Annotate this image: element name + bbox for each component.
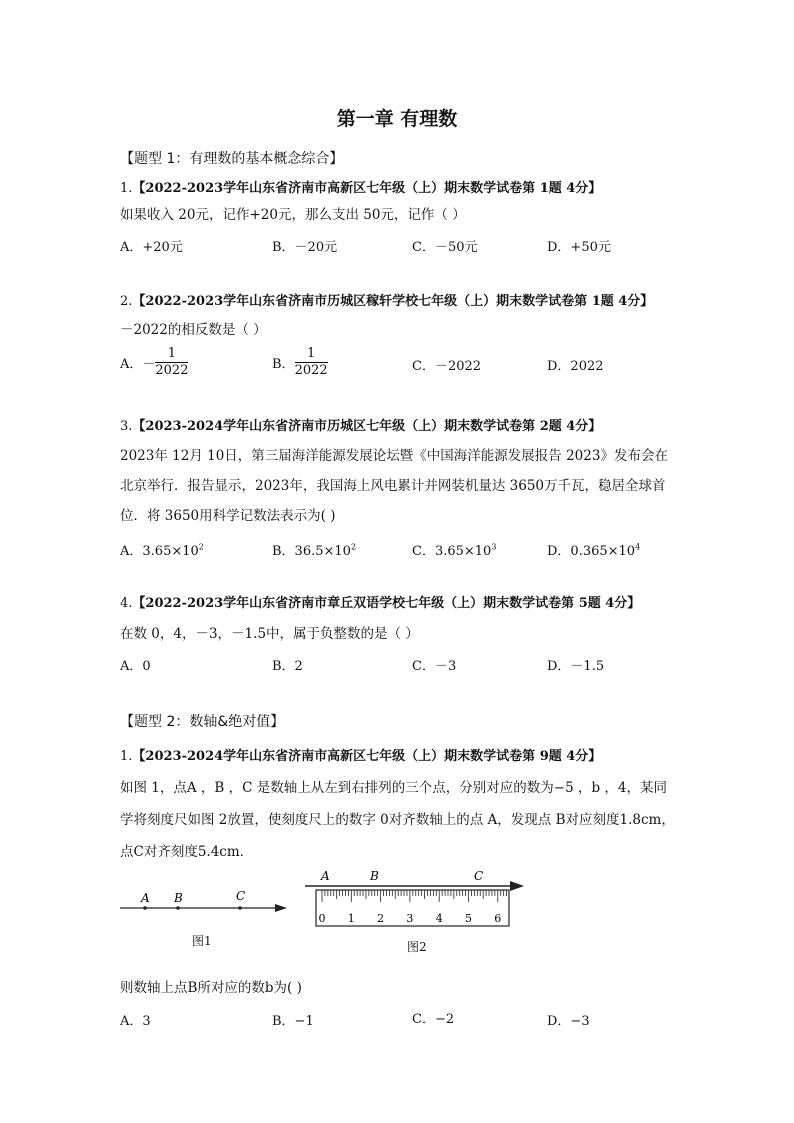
option-base: D．0.365×10: [547, 544, 636, 559]
question-source: [120, 745, 601, 764]
ruler-label-0: 0: [318, 912, 326, 925]
figure1-number-line: [115, 880, 295, 920]
option-c[interactable]: C．−2: [412, 1012, 455, 1027]
point-c-dot: [238, 906, 242, 910]
option-b[interactable]: [272, 540, 356, 559]
question-stem-line: 学将刻度尺如图 2放置，使刻度尺上的数字 0对齐数轴上的点 A，发现点 B对应刻度1.8cm，: [120, 812, 675, 828]
option-a[interactable]: A．3: [120, 1014, 151, 1029]
option-c[interactable]: C．－2022: [412, 359, 482, 374]
section-heading-1: 【题型 1：有理数的基本概念综合】: [120, 151, 344, 167]
question-source-text: 【2023-2024学年山东省济南市历城区七年级（上）期末数学试卷第 2题 4分】: [132, 419, 602, 434]
question-stem-line: 位．将 3650用科学记数法表示为( ): [120, 508, 336, 524]
question-ask: 则数轴上点B所对应的数b为( ): [120, 980, 302, 996]
question-stem-line: 点C对齐刻度5.4cm．: [120, 844, 254, 860]
option-b[interactable]: B．－20元: [272, 240, 338, 255]
axis-arrow: [275, 904, 287, 912]
question-number: 3.: [120, 419, 133, 434]
question-source-text: 【2023-2024学年山东省济南市高新区七年级（上）期末数学试卷第 9题 4分】: [132, 749, 602, 764]
axis-arrow: [510, 881, 524, 891]
fraction: [295, 346, 328, 379]
option-a[interactable]: A．+20元: [120, 240, 183, 255]
numerator: 1: [295, 346, 328, 363]
option-b[interactable]: [272, 346, 328, 379]
page-title: 第一章 有理数: [336, 108, 458, 130]
denominator: 2022: [294, 363, 328, 378]
option-base: A．3.65×10: [120, 544, 199, 559]
option-letter: B．: [272, 357, 295, 372]
option-exponent: 3: [491, 542, 497, 552]
question-stem: －2022的相反数是（ ）: [120, 322, 267, 338]
question-number: 4.: [120, 596, 133, 611]
ruler-label-1: 1: [347, 912, 355, 925]
question-source-text: 【2022-2023学年山东省济南市高新区七年级（上）期末数学试卷第 1题 4分】: [132, 181, 602, 196]
option-exponent: 4: [635, 542, 641, 552]
figure2-caption: 图2: [407, 940, 427, 954]
option-a[interactable]: [120, 346, 188, 379]
point-b-dot: [176, 906, 180, 910]
ruler-label-6: 6: [494, 912, 502, 925]
option-b[interactable]: B．2: [272, 659, 303, 674]
option-d[interactable]: D．2022: [547, 359, 604, 374]
option-d[interactable]: D．−3: [547, 1014, 590, 1029]
question-stem-line: 北京举行．报告显示，2023年，我国海上风电累计并网装机量达 3650万千瓦，稳居全球首: [120, 478, 666, 494]
ruler-label-2: 2: [377, 912, 385, 925]
numerator: 1: [155, 346, 188, 363]
option-base: B．36.5×10: [272, 544, 351, 559]
fraction: [155, 346, 188, 379]
option-c[interactable]: C．－3: [412, 659, 457, 674]
point-b-label: B: [174, 891, 183, 905]
ruler-ticks: [322, 890, 507, 902]
point-c-label: C: [474, 869, 484, 883]
question-number: 1.: [120, 181, 133, 196]
option-exponent: 2: [350, 542, 357, 552]
option-a[interactable]: A．0: [120, 659, 151, 674]
question-number: 1.: [120, 749, 133, 764]
question-source-text: 【2022-2023学年山东省济南市历城区稼轩学校七年级（上）期末数学试卷第 1题 4分】: [132, 294, 654, 309]
question-source: [120, 592, 640, 611]
option-d[interactable]: D．+50元: [547, 240, 611, 255]
question-stem-line: 2023年 12月 10日，第三届海洋能源发展论坛暨《中国海洋能源发展报告 2023》发布会在: [120, 448, 668, 464]
option-letter: A．－: [120, 357, 156, 372]
question-stem: 在数 0，4，－3，－1.5中，属于负整数的是（ ）: [120, 626, 419, 642]
question-number: 2.: [120, 294, 133, 309]
point-c-label: C: [236, 889, 246, 903]
question-source: [120, 290, 653, 309]
figure2-ruler: [300, 866, 530, 932]
question-source-text: 【2022-2023学年山东省济南市章丘双语学校七年级（上）期末数学试卷第 5题 4分】: [132, 596, 641, 611]
option-d[interactable]: D．－1.5: [547, 659, 605, 674]
section-heading-2: 【题型 2：数轴&绝对值】: [120, 714, 285, 730]
question-stem-line: 如图 1，点A ，B ，C 是数轴上从左到右排列的三个点，分别对应的数为−5 ，b ，4，某同: [120, 780, 667, 796]
ruler-label-3: 3: [406, 912, 414, 925]
question-source: [120, 177, 601, 196]
option-b[interactable]: B．−1: [272, 1014, 314, 1029]
point-a-dot: [143, 906, 147, 910]
ruler-label-4: 4: [435, 912, 443, 925]
question-stem: 如果收入 20元，记作+20元，那么支出 50元，记作（ ）: [120, 207, 466, 223]
point-a-label: A: [321, 869, 330, 883]
point-a-label: A: [141, 891, 150, 905]
option-c[interactable]: [412, 540, 496, 559]
option-a[interactable]: [120, 540, 204, 559]
option-exponent: 2: [198, 542, 204, 552]
question-source: [120, 415, 601, 434]
denominator: 2022: [155, 363, 189, 378]
ruler-label-5: 5: [465, 912, 472, 925]
figure1-caption: 图1: [192, 934, 212, 948]
ruler-labels: [319, 912, 502, 925]
option-c[interactable]: C．－50元: [412, 240, 478, 255]
option-base: C．3.65×10: [412, 544, 492, 559]
point-b-label: B: [370, 869, 379, 883]
option-d[interactable]: [547, 540, 640, 559]
